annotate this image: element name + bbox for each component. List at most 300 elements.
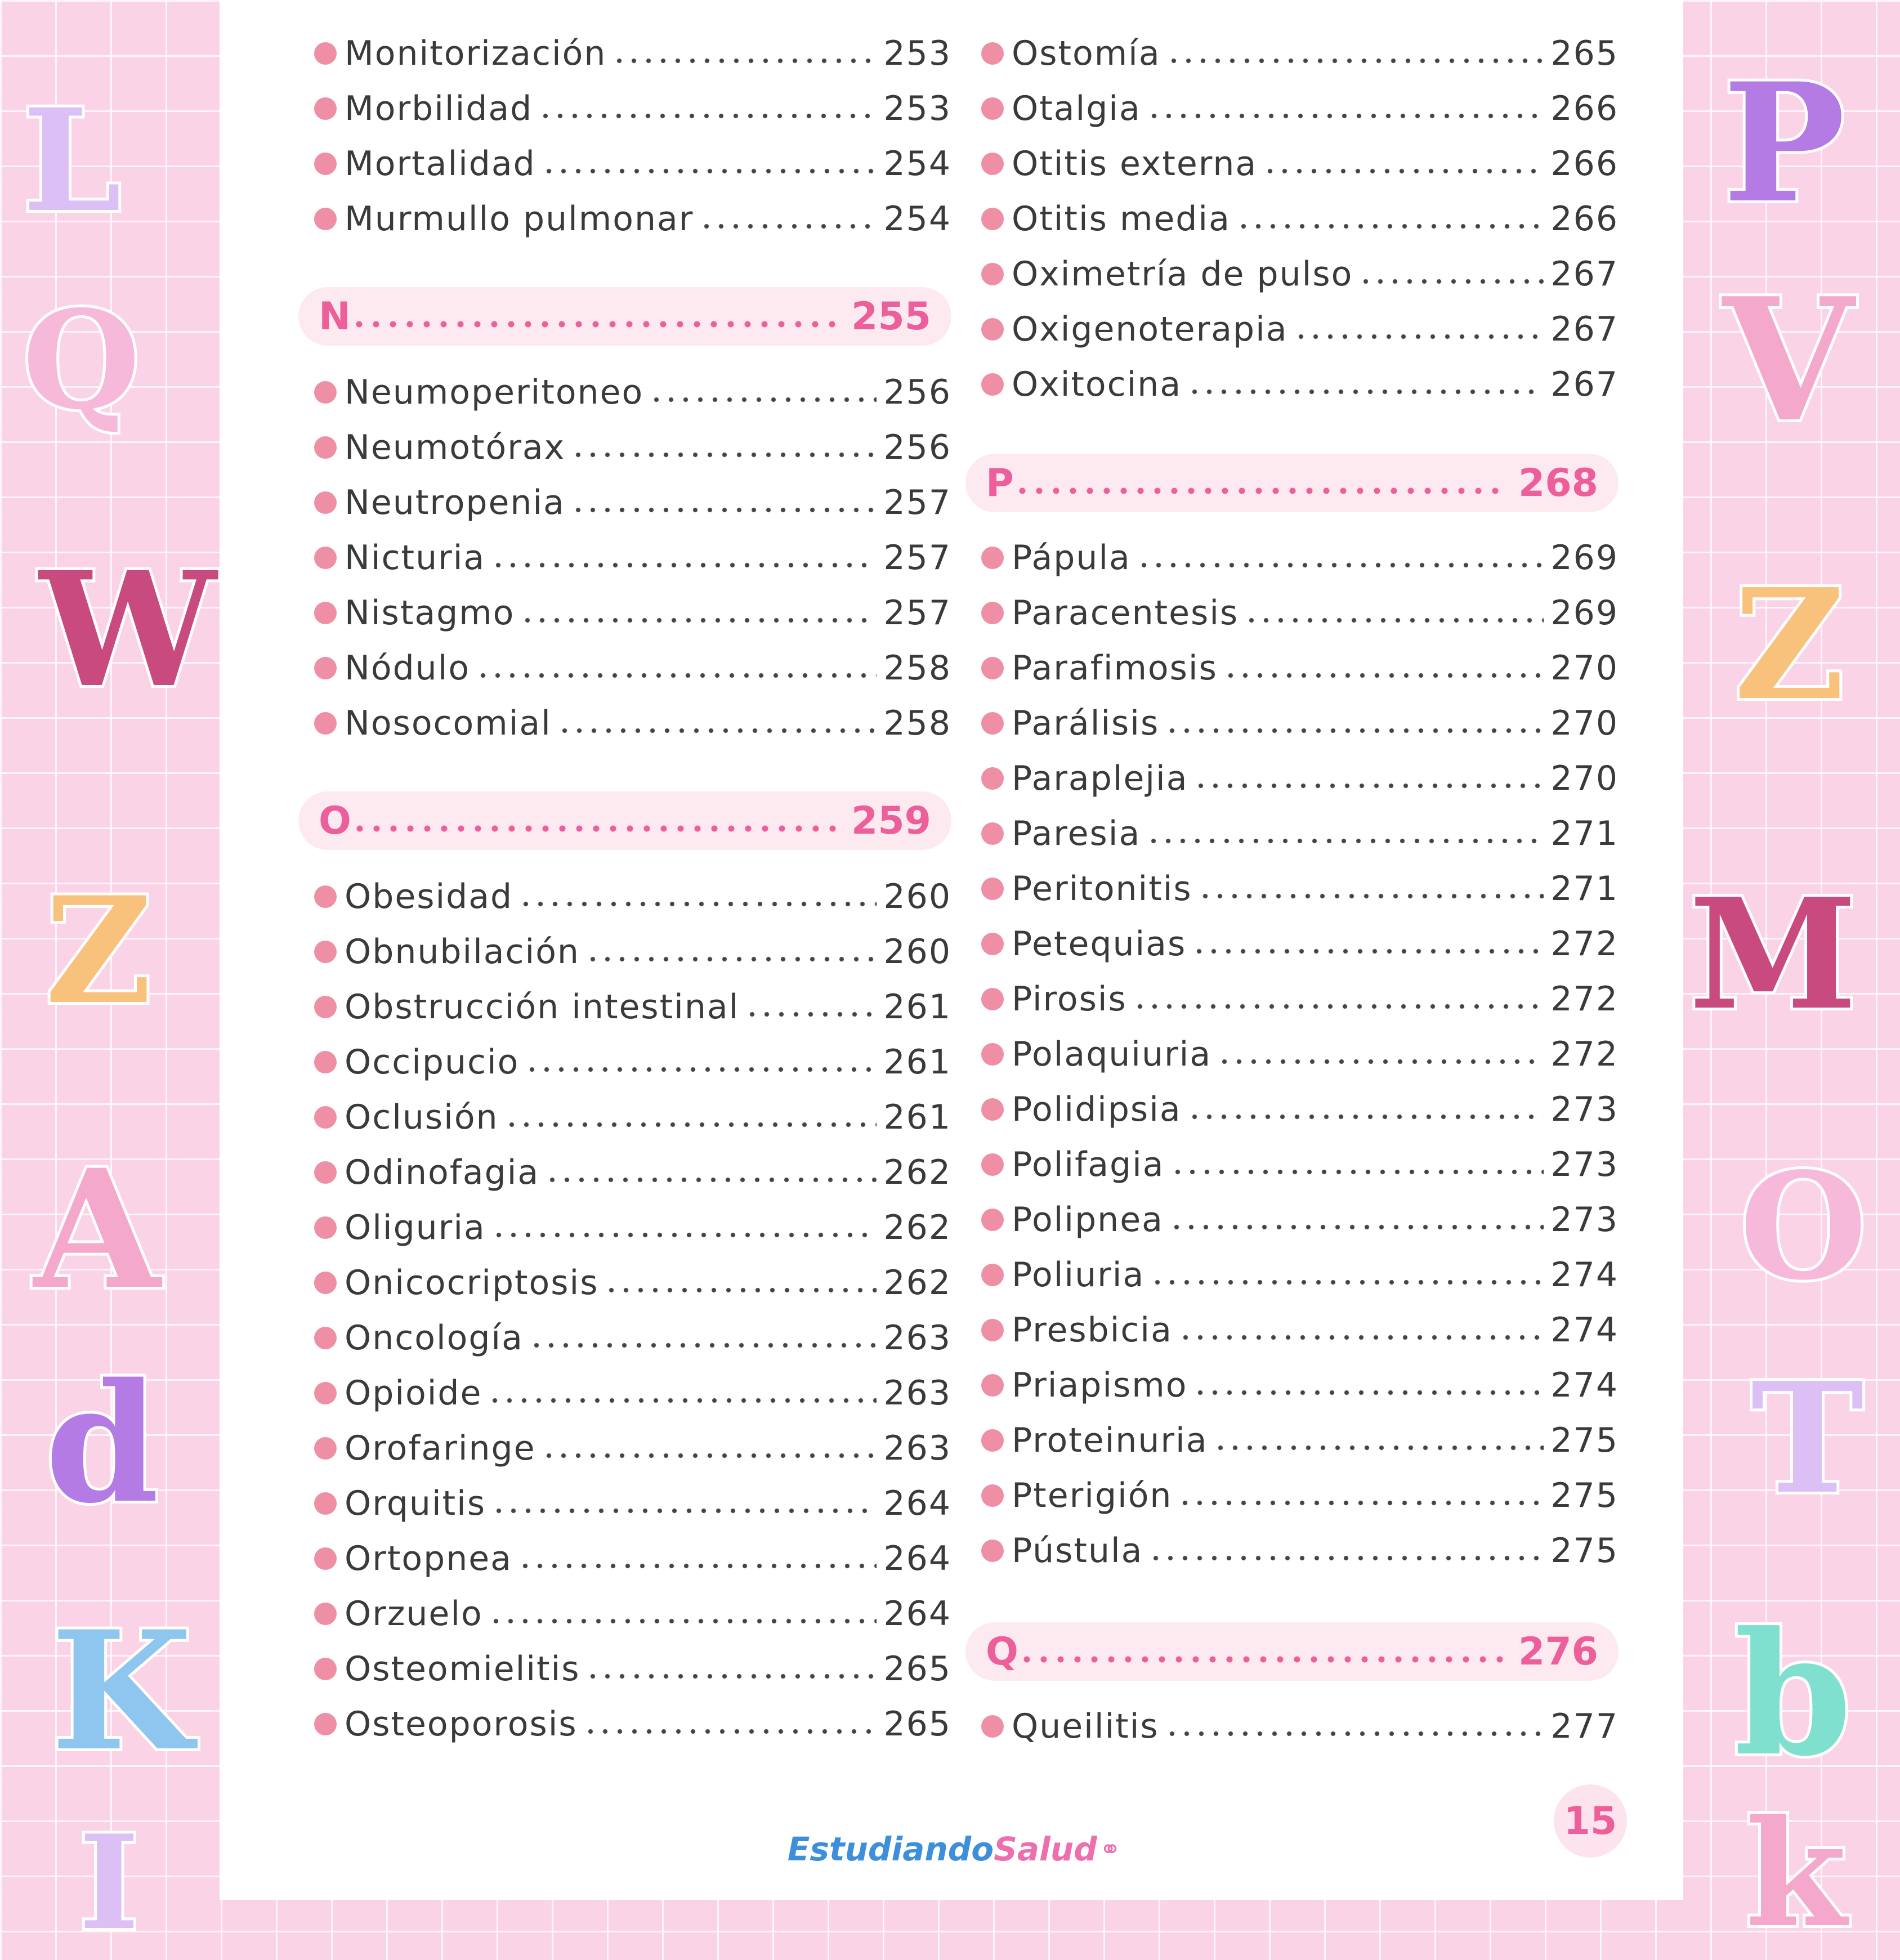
entry-page: 256: [883, 373, 951, 412]
entry-term: Pápula: [1012, 538, 1131, 578]
index-entry[interactable]: [981, 530, 1619, 585]
index-entry[interactable]: [981, 751, 1619, 806]
dot-leader: [491, 1507, 877, 1515]
index-entry[interactable]: [981, 1523, 1619, 1578]
index-entry[interactable]: [981, 1699, 1619, 1754]
entry-page: 272: [1550, 979, 1619, 1019]
entry-page: 267: [1550, 254, 1619, 294]
index-entry[interactable]: [981, 26, 1619, 81]
dot-leader: [1148, 1554, 1544, 1562]
dot-leader: [1193, 1389, 1544, 1397]
entry-term: Pústula: [1012, 1531, 1143, 1570]
dot-leader: [557, 727, 877, 735]
bullet-icon: [981, 1540, 1004, 1562]
index-entry[interactable]: [314, 1641, 951, 1697]
index-entry[interactable]: [981, 585, 1619, 641]
entry-term: Obnubilación: [345, 932, 580, 972]
bullet-icon: [314, 1382, 337, 1404]
dot-leader: [1178, 1333, 1544, 1341]
index-entry[interactable]: [981, 1468, 1619, 1523]
decorative-letter-i: I: [79, 1807, 140, 1959]
decorative-letter-k: K: [51, 1596, 193, 1787]
bullet-icon: [981, 1209, 1004, 1231]
dot-leader: [571, 506, 877, 514]
index-entry[interactable]: [314, 1200, 951, 1255]
index-entry[interactable]: [314, 924, 951, 979]
decorative-letter-w: W: [39, 538, 217, 723]
index-entry[interactable]: [981, 916, 1619, 972]
dot-leader: [1150, 1278, 1544, 1286]
index-entry[interactable]: [314, 191, 951, 247]
entry-page: 263: [883, 1373, 951, 1413]
index-entry[interactable]: [314, 81, 951, 136]
index-entry[interactable]: [314, 136, 951, 191]
entry-term: Paracentesis: [1012, 593, 1239, 633]
bullet-icon: [314, 885, 337, 908]
dot-leader: [542, 1452, 877, 1460]
bullet-icon: [314, 1216, 337, 1239]
entry-page: 264: [883, 1539, 951, 1578]
bullet-icon: [981, 263, 1004, 285]
index-entry[interactable]: [314, 420, 951, 475]
bullet-icon: [314, 1603, 337, 1625]
bullet-icon: [314, 436, 337, 459]
bullet-icon: [981, 602, 1004, 624]
dot-leader: [1198, 892, 1544, 900]
entry-page: 270: [1550, 704, 1619, 743]
dot-leader: [1014, 486, 1507, 495]
dot-leader: [1146, 837, 1544, 845]
entry-term: Polidipsia: [1012, 1090, 1182, 1129]
entry-page: 254: [883, 144, 951, 184]
dot-leader: [542, 167, 877, 175]
entry-page: 271: [1550, 869, 1619, 909]
index-entry[interactable]: [314, 475, 951, 530]
entry-term: Proteinuria: [1012, 1421, 1208, 1460]
entry-page: 273: [1550, 1145, 1619, 1184]
decorative-letter-b: b: [1734, 1595, 1852, 1793]
bullet-icon: [981, 1715, 1004, 1738]
index-entry[interactable]: [314, 1421, 951, 1476]
dot-leader: [1178, 1499, 1544, 1507]
entry-term: Peritonitis: [1012, 869, 1192, 909]
entry-page: 274: [1550, 1310, 1619, 1350]
entry-page: 270: [1550, 648, 1619, 688]
bullet-icon: [314, 1658, 337, 1680]
bullet-icon: [314, 657, 337, 679]
section-page: 276: [1518, 1629, 1598, 1674]
entry-page: 262: [883, 1263, 951, 1303]
entry-page: 262: [883, 1153, 951, 1192]
dot-leader: [1294, 333, 1544, 341]
entry-page: 267: [1550, 310, 1619, 349]
index-entry[interactable]: [314, 26, 951, 81]
entry-page: 261: [883, 1098, 951, 1137]
section-letter: N: [319, 294, 351, 339]
entry-term: Orofaringe: [345, 1429, 536, 1468]
brand-logo: [787, 1824, 1121, 1874]
entry-page: 265: [883, 1704, 951, 1744]
index-entry[interactable]: [981, 972, 1619, 1027]
entry-term: Poliuria: [1012, 1255, 1145, 1295]
decorative-letter-v: V: [1723, 261, 1854, 459]
index-entry[interactable]: [314, 365, 951, 420]
dot-leader: [1169, 1223, 1544, 1231]
entry-term: Ortopnea: [345, 1539, 512, 1578]
index-entry[interactable]: [314, 1476, 951, 1531]
section-letter: O: [319, 798, 351, 843]
entry-page: 266: [1550, 199, 1619, 239]
entry-term: Neumoperitoneo: [345, 373, 644, 412]
bullet-icon: [314, 1547, 337, 1570]
index-entry[interactable]: [314, 1366, 951, 1421]
dot-leader: [571, 451, 877, 459]
index-entry[interactable]: [314, 1090, 951, 1145]
decorative-letter-l: L: [23, 78, 122, 243]
decorative-letter-z-right: Z: [1734, 555, 1845, 734]
dot-leader: [491, 1231, 877, 1239]
dot-leader: [1244, 616, 1544, 624]
index-entry[interactable]: [981, 696, 1619, 751]
index-entry[interactable]: [981, 1247, 1619, 1303]
entry-term: Ostomía: [1012, 34, 1161, 73]
bullet-icon: [981, 42, 1004, 65]
entry-term: Nosocomial: [345, 704, 552, 743]
dot-leader: [1358, 278, 1544, 285]
entry-term: Monitorización: [345, 34, 607, 73]
index-entry[interactable]: [981, 1303, 1619, 1358]
index-entry[interactable]: [981, 1358, 1619, 1413]
entry-page: 260: [883, 877, 951, 916]
dot-leader: [476, 672, 877, 679]
bullet-icon: [314, 208, 337, 230]
entry-page: 263: [883, 1429, 951, 1468]
dot-leader: [488, 1397, 877, 1404]
entry-term: Otitis media: [1012, 199, 1231, 239]
entry-term: Nistagmo: [345, 593, 515, 633]
entry-page: 265: [1550, 34, 1619, 73]
bullet-icon: [981, 933, 1004, 955]
entry-term: Odinofagia: [345, 1153, 540, 1192]
dot-leader: [1018, 1655, 1507, 1664]
decorative-letter-o: O: [1740, 1141, 1867, 1313]
dot-leader: [1192, 947, 1544, 955]
entry-page: 257: [883, 483, 951, 522]
dot-leader: [699, 222, 877, 230]
entry-term: Mortalidad: [345, 144, 536, 184]
index-entry[interactable]: [981, 136, 1619, 191]
bullet-icon: [314, 1437, 337, 1460]
bullet-icon: [314, 1713, 337, 1735]
dot-leader: [1133, 1003, 1544, 1010]
entry-page: 269: [1550, 538, 1619, 578]
entry-term: Paraplejia: [1012, 759, 1188, 798]
dot-leader: [1263, 167, 1544, 175]
bullet-icon: [981, 153, 1004, 175]
bullet-icon: [314, 42, 337, 65]
dot-leader: [518, 900, 877, 908]
bullet-icon: [981, 712, 1004, 735]
index-entry[interactable]: [981, 641, 1619, 696]
bullet-icon: [314, 153, 337, 175]
bullet-icon: [981, 208, 1004, 230]
entry-page: 273: [1550, 1200, 1619, 1239]
page-number-badge: [1554, 1784, 1627, 1858]
entry-page: 274: [1550, 1366, 1619, 1405]
entry-term: Osteoporosis: [345, 1704, 578, 1744]
dot-leader: [529, 1341, 877, 1349]
index-entry[interactable]: [981, 81, 1619, 136]
dot-leader: [491, 561, 877, 569]
dot-leader: [585, 955, 877, 963]
entry-page: 254: [883, 199, 951, 239]
bullet-icon: [981, 1153, 1004, 1176]
bullet-icon: [314, 996, 337, 1018]
dot-leader: [525, 1066, 877, 1073]
bullet-icon: [981, 1429, 1004, 1452]
dot-leader: [1193, 782, 1544, 790]
bullet-icon: [314, 1051, 337, 1073]
entry-term: Oclusión: [345, 1098, 499, 1137]
section-header-o[interactable]: [298, 791, 951, 850]
entry-term: Paresia: [1012, 814, 1141, 853]
bullet-icon: [981, 878, 1004, 900]
index-entry[interactable]: [981, 191, 1619, 247]
bullet-icon: [981, 657, 1004, 679]
index-entry[interactable]: [314, 979, 951, 1035]
dot-leader: [1213, 1444, 1544, 1452]
dot-leader: [1137, 561, 1544, 569]
entry-term: Parafimosis: [1012, 648, 1218, 688]
brand-name-part1: Estudiando: [787, 1830, 994, 1868]
brand-name-part2: Salud: [994, 1830, 1097, 1868]
decorative-letter-k-right: k: [1745, 1788, 1847, 1960]
bullet-icon: [981, 1484, 1004, 1507]
index-entry[interactable]: [314, 641, 951, 696]
bullet-icon: [314, 491, 337, 514]
section-header-n[interactable]: [298, 287, 951, 346]
entry-term: Opioide: [345, 1373, 482, 1413]
entry-page: 266: [1550, 144, 1619, 184]
section-header-p[interactable]: [965, 454, 1619, 512]
index-entry[interactable]: [314, 1697, 951, 1752]
entry-term: Oxigenoterapia: [1012, 310, 1288, 349]
index-entry[interactable]: [314, 1310, 951, 1366]
bullet-icon: [314, 1327, 337, 1349]
bullet-icon: [314, 1161, 337, 1184]
dot-leader: [1223, 672, 1544, 679]
entry-term: Oliguria: [345, 1208, 486, 1247]
entry-page: 261: [883, 987, 951, 1027]
decorative-letter-p: P: [1723, 48, 1846, 239]
entry-term: Queilitis: [1012, 1707, 1159, 1746]
entry-term: Presbicia: [1012, 1310, 1173, 1350]
dot-leader: [351, 320, 840, 329]
entry-term: Orzuelo: [345, 1594, 483, 1634]
bullet-icon: [314, 602, 337, 624]
bullet-icon: [981, 1264, 1004, 1286]
entry-term: Otitis externa: [1012, 144, 1258, 184]
dot-leader: [1236, 222, 1544, 230]
bullet-icon: [314, 712, 337, 735]
bullet-icon: [314, 97, 337, 120]
entry-page: 269: [1550, 593, 1619, 633]
index-entry[interactable]: [314, 696, 951, 751]
entry-term: Onicocriptosis: [345, 1263, 599, 1303]
entry-term: Murmullo pulmonar: [345, 199, 694, 239]
dot-leader: [1187, 1113, 1544, 1121]
entry-term: Obstrucción intestinal: [345, 987, 740, 1027]
dot-leader: [1187, 388, 1544, 396]
entry-term: Neumotórax: [345, 428, 566, 467]
bullet-icon: [981, 822, 1004, 845]
entry-term: Polaquiuria: [1012, 1035, 1212, 1074]
bullet-icon: [314, 941, 337, 963]
entry-page: 274: [1550, 1255, 1619, 1295]
entry-page: 275: [1550, 1421, 1619, 1460]
stethoscope-icon: ⚭: [1099, 1834, 1121, 1864]
dot-leader: [520, 616, 877, 624]
index-entry[interactable]: [981, 1137, 1619, 1192]
index-entry[interactable]: [314, 869, 951, 924]
index-entry[interactable]: [314, 530, 951, 585]
section-header-q[interactable]: [965, 1622, 1619, 1681]
index-entry[interactable]: [314, 585, 951, 641]
dot-leader: [504, 1121, 877, 1129]
index-entry[interactable]: [314, 1145, 951, 1200]
entry-page: 258: [883, 648, 951, 688]
entry-term: Nódulo: [345, 648, 471, 688]
decorative-letter-d: d: [45, 1348, 159, 1540]
decorative-letter-q: Q: [23, 281, 141, 440]
dot-leader: [604, 1286, 877, 1294]
bullet-icon: [981, 767, 1004, 790]
dot-leader: [1165, 1730, 1544, 1738]
bullet-icon: [981, 1098, 1004, 1121]
index-entry[interactable]: [981, 861, 1619, 916]
section-page: 255: [851, 294, 931, 339]
entry-term: Obesidad: [345, 877, 513, 916]
dot-leader: [612, 57, 877, 65]
dot-leader: [1170, 1168, 1544, 1176]
bullet-icon: [314, 1272, 337, 1294]
entry-term: Parálisis: [1012, 704, 1160, 743]
entry-page: 264: [883, 1484, 951, 1523]
section-page: 259: [851, 798, 931, 843]
bullet-icon: [981, 988, 1004, 1010]
section-letter: P: [986, 460, 1014, 505]
entry-page: 273: [1550, 1090, 1619, 1129]
entry-term: Neutropenia: [345, 483, 565, 522]
decorative-letter-a: A: [34, 1134, 161, 1326]
page-number: 15: [1563, 1798, 1617, 1843]
entry-page: 263: [883, 1318, 951, 1358]
entry-page: 277: [1550, 1707, 1619, 1746]
dot-leader: [1165, 727, 1544, 735]
bullet-icon: [314, 1106, 337, 1129]
bullet-icon: [314, 547, 337, 569]
index-entry[interactable]: [981, 1082, 1619, 1137]
index-entry[interactable]: [314, 1255, 951, 1310]
index-entry[interactable]: [981, 1192, 1619, 1247]
bullet-icon: [981, 1043, 1004, 1066]
entry-page: 267: [1550, 365, 1619, 404]
dot-leader: [585, 1672, 877, 1680]
bullet-icon: [981, 373, 1004, 396]
entry-term: Pterigión: [1012, 1476, 1173, 1515]
index-entry[interactable]: [981, 1413, 1619, 1468]
index-entry[interactable]: [314, 1035, 951, 1090]
entry-page: 266: [1550, 89, 1619, 128]
entry-page: 272: [1550, 924, 1619, 964]
bullet-icon: [314, 381, 337, 404]
section-letter: Q: [986, 1629, 1018, 1674]
dot-leader: [1217, 1058, 1544, 1066]
entry-page: 256: [883, 428, 951, 467]
index-entry[interactable]: [981, 806, 1619, 861]
entry-term: Nicturia: [345, 538, 486, 578]
dot-leader: [745, 1010, 877, 1018]
entry-page: 272: [1550, 1035, 1619, 1074]
decorative-letter-z: Z: [45, 865, 152, 1037]
entry-page: 270: [1550, 759, 1619, 798]
entry-term: Oncología: [345, 1318, 524, 1358]
entry-term: Osteomielitis: [345, 1649, 580, 1689]
section-page: 268: [1518, 460, 1598, 505]
index-entry[interactable]: [981, 357, 1619, 412]
entry-term: Pirosis: [1012, 979, 1127, 1019]
index-entry[interactable]: [981, 247, 1619, 302]
index-entry[interactable]: [314, 1586, 951, 1641]
index-entry[interactable]: [981, 1027, 1619, 1082]
entry-page: 253: [883, 89, 951, 128]
dot-leader: [538, 112, 877, 120]
bullet-icon: [981, 1319, 1004, 1341]
entry-term: Oxitocina: [1012, 365, 1182, 404]
dot-leader: [583, 1728, 877, 1735]
entry-page: 257: [883, 538, 951, 578]
entry-term: Oximetría de pulso: [1012, 254, 1353, 294]
entry-page: 271: [1550, 814, 1619, 853]
entry-term: Orquitis: [345, 1484, 486, 1523]
dot-leader: [1147, 112, 1544, 120]
entry-term: Polipnea: [1012, 1200, 1164, 1239]
entry-page: 258: [883, 704, 951, 743]
bullet-icon: [981, 1374, 1004, 1397]
decorative-letter-m: M: [1689, 865, 1857, 1044]
entry-term: Morbilidad: [345, 89, 533, 128]
bullet-icon: [981, 547, 1004, 569]
entry-term: Petequias: [1012, 924, 1187, 964]
dot-leader: [1166, 57, 1544, 65]
entry-page: 264: [883, 1594, 951, 1634]
index-entry[interactable]: [981, 302, 1619, 357]
entry-page: 260: [883, 932, 951, 972]
dot-leader: [649, 396, 877, 404]
entry-term: Otalgia: [1012, 89, 1141, 128]
index-entry[interactable]: [314, 1531, 951, 1586]
bullet-icon: [314, 1492, 337, 1515]
dot-leader: [545, 1176, 877, 1184]
entry-page: 261: [883, 1042, 951, 1082]
entry-page: 257: [883, 593, 951, 633]
entry-page: 265: [883, 1649, 951, 1689]
entry-page: 275: [1550, 1531, 1619, 1570]
dot-leader: [489, 1617, 877, 1625]
dot-leader: [351, 824, 840, 833]
entry-term: Occipucio: [345, 1042, 520, 1082]
entry-term: Polifagia: [1012, 1145, 1165, 1184]
